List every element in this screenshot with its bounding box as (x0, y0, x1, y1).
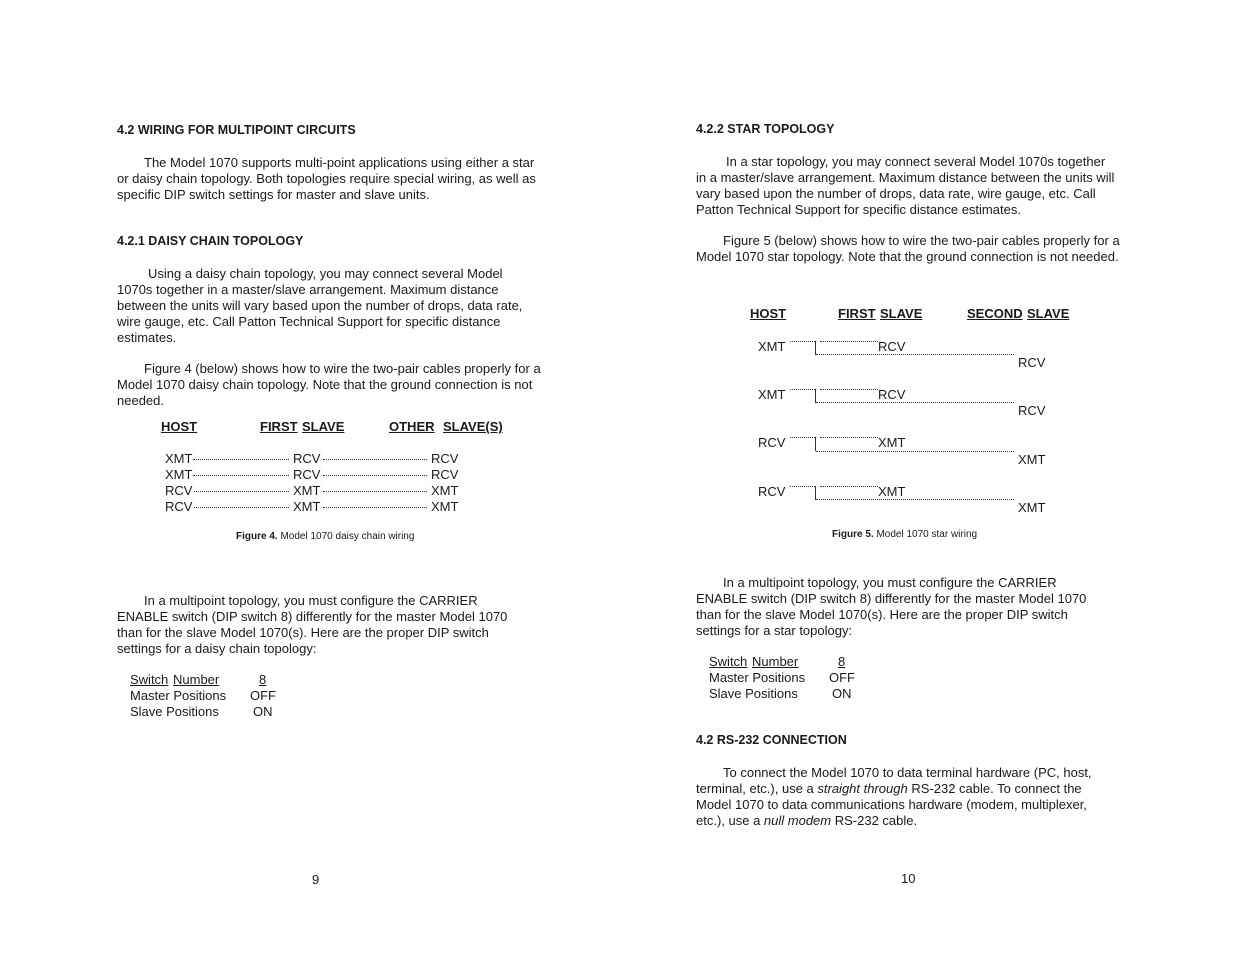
col-other-label: OTHER (389, 419, 435, 434)
host-signal-label: XMT (758, 339, 786, 354)
wire-line (323, 459, 427, 460)
host-signal-label: XMT (758, 387, 786, 402)
table-header-switch: Switch (130, 672, 169, 687)
host-signal-label: RCV (165, 483, 193, 498)
col-slave-label: SLAVE (880, 306, 923, 321)
rs232-italic-1: straight through (817, 781, 908, 796)
intro-paragraph: The Model 1070 supports multi-point applications using either a star or daisy chain topology. Both topologies require special wiring, as well as specific DIP switch settings for master and slave units. (117, 155, 536, 202)
rs232-heading: 4.2 RS-232 CONNECTION (696, 733, 847, 747)
master-positions-value: OFF (829, 670, 855, 685)
master-positions-value: OFF (250, 688, 276, 703)
subsection-heading: 4.2.1 DAISY CHAIN TOPOLOGY (117, 234, 304, 248)
col-host-label: HOST (750, 306, 787, 321)
first-slave-signal-label: XMT (878, 435, 906, 450)
col-first-label: FIRST (260, 419, 298, 434)
wire-branch (815, 341, 816, 355)
wire-line (816, 451, 1014, 452)
dip-paragraph: In a multipoint topology, you must configure the CARRIER ENABLE switch (DIP switch 8) differently for the master Model 1070 than for the slave Model 1070(s). Here are the proper DIP switch settings for a daisy chain topology: (117, 593, 508, 656)
col-host-label: HOST (161, 419, 198, 434)
section-heading: 4.2.2 STAR TOPOLOGY (696, 122, 835, 136)
host-signal-label: XMT (165, 467, 193, 482)
col-second-slave-label: SLAVE (1027, 306, 1070, 321)
rs232-italic-2: null modem (763, 813, 832, 828)
wire-line (820, 389, 878, 390)
host-signal-label: RCV (758, 484, 786, 499)
master-positions-label: Master Positions (130, 688, 227, 703)
dip-paragraph: In a multipoint topology, you must configure the CARRIER ENABLE switch (DIP switch 8) differently for the master Model 1070 than for the slave Model 1070(s). Here are the proper DIP switch settings for a star topology: (696, 575, 1087, 638)
wire-line (816, 354, 1014, 355)
wire-line (790, 341, 815, 342)
other-slave-signal-label: XMT (431, 483, 459, 498)
first-slave-signal-label: XMT (293, 483, 321, 498)
wire-line (790, 389, 815, 390)
slave-positions-value: ON (832, 686, 852, 701)
caption-text: Model 1070 daisy chain wiring (277, 531, 415, 542)
first-slave-signal-label: RCV (878, 339, 906, 354)
table-header-number: Number (752, 654, 799, 669)
caption-bold: Figure 5. (832, 529, 874, 540)
page-number: 10 (901, 871, 916, 886)
second-slave-signal-label: RCV (1018, 403, 1046, 418)
caption-text: Model 1070 star wiring (873, 529, 978, 540)
rs232-text-2: RS-232 cable. To connect the Model 1070 to data communications hardware (modem, multiplexer, etc.), use a (696, 781, 1087, 828)
wire-branch (815, 437, 816, 451)
star-paragraph-2: Figure 5 (below) shows how to wire the two-pair cables properly for a Model 1070 star topology. Note that the ground connection is not needed. (696, 233, 1120, 264)
daisy-paragraph-1: Using a daisy chain topology, you may connect several Model 1070s together in a master/slave arrangement. Maximum distance between the units will vary based upon the number of drops, data rate, wire gauge, etc. Call Patton Technical Support for specific distance estimates. (117, 266, 523, 345)
first-slave-signal-label: RCV (293, 467, 321, 482)
wire-line (790, 486, 815, 487)
wire-line (820, 437, 878, 438)
wire-line (816, 499, 1014, 500)
daisy-paragraph-2: Figure 4 (below) shows how to wire the two-pair cables properly for a Model 1070 daisy chain topology. Note that the ground connection is not needed. (117, 361, 541, 408)
other-slave-signal-label: RCV (431, 451, 459, 466)
rs232-text-1: To connect the Model 1070 to data terminal hardware (PC, host, terminal, etc.), use a (696, 765, 1092, 796)
caption-bold: Figure 4. (236, 531, 278, 542)
first-slave-signal-label: RCV (878, 387, 906, 402)
col-second-label: SECOND (967, 306, 1023, 321)
second-slave-signal-label: XMT (1018, 452, 1046, 467)
wire-line (323, 491, 427, 492)
wire-line (193, 475, 289, 476)
col-slaves-label: SLAVE(S) (443, 419, 503, 434)
wire-line (323, 507, 427, 508)
wire-line (820, 486, 878, 487)
wire-line (194, 507, 289, 508)
other-slave-signal-label: RCV (431, 467, 459, 482)
table-header-switch-8: 8 (259, 672, 267, 687)
second-slave-signal-label: RCV (1018, 355, 1046, 370)
host-signal-label: XMT (165, 451, 193, 466)
first-slave-signal-label: RCV (293, 451, 321, 466)
slave-positions-label: Slave Positions (130, 704, 219, 719)
first-slave-signal-label: XMT (878, 484, 906, 499)
wire-line (816, 402, 1014, 403)
wire-branch (815, 389, 816, 403)
table-header-switch-8: 8 (838, 654, 846, 669)
wire-line (193, 459, 289, 460)
second-slave-signal-label: XMT (1018, 500, 1046, 515)
wire-line (194, 491, 289, 492)
rs232-paragraph (696, 765, 1106, 829)
page-number: 9 (312, 872, 320, 887)
wire-line (820, 341, 878, 342)
master-positions-label: Master Positions (709, 670, 806, 685)
other-slave-signal-label: XMT (431, 499, 459, 514)
col-slave-label: SLAVE (302, 419, 345, 434)
rs232-text-3: RS-232 cable. (831, 813, 918, 828)
star-paragraph-1: In a star topology, you may connect several Model 1070s together in a master/slave arrangement. Maximum distance between the units will vary based upon the number of drops, data rate, wire gauge, etc. Call Patton Technical Support for specific distance estimates. (696, 154, 1115, 217)
col-first-label: FIRST (838, 306, 876, 321)
table-header-switch: Switch (709, 654, 748, 669)
wire-branch (815, 486, 816, 500)
section-heading: 4.2 WIRING FOR MULTIPOINT CIRCUITS (117, 123, 356, 137)
first-slave-signal-label: XMT (293, 499, 321, 514)
figure-5-caption (832, 529, 977, 540)
wire-line (323, 475, 427, 476)
figure-4-caption (236, 531, 414, 542)
slave-positions-label: Slave Positions (709, 686, 798, 701)
host-signal-label: RCV (165, 499, 193, 514)
table-header-number: Number (173, 672, 220, 687)
host-signal-label: RCV (758, 435, 786, 450)
slave-positions-value: ON (253, 704, 273, 719)
wire-line (790, 437, 815, 438)
